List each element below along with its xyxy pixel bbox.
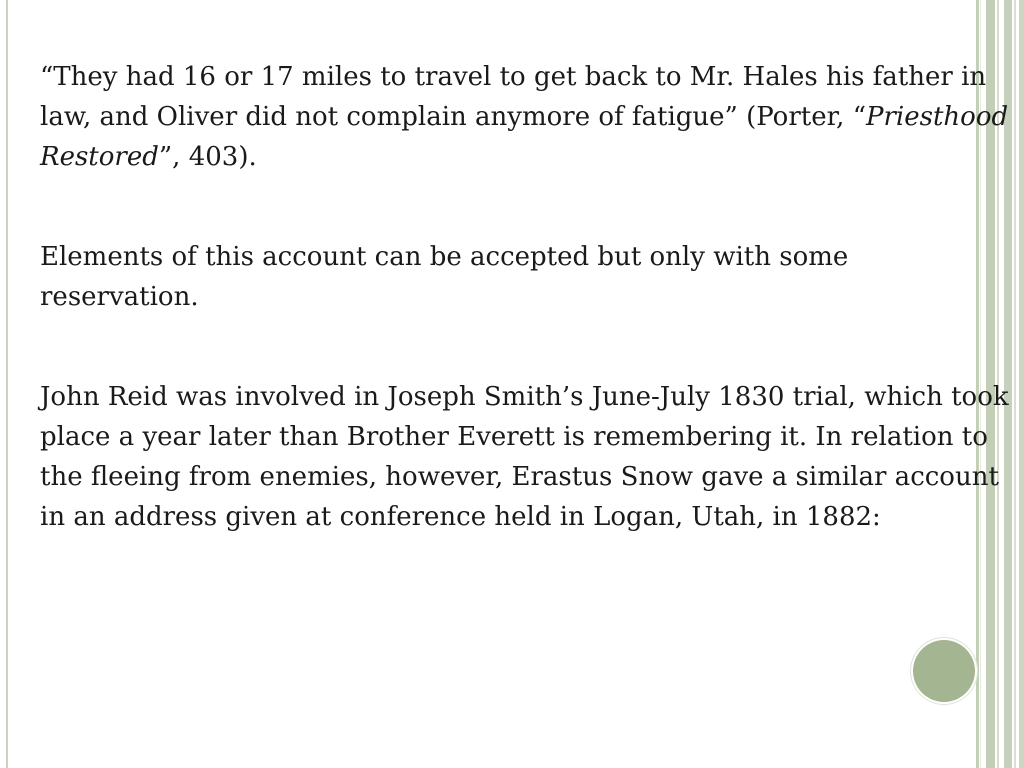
left-border-line [6, 0, 8, 768]
quote-text: “They had 16 or 17 miles to travel to get back to Mr. Hales his father in law, and Oliver did not complain anymore of fatigue” (Porter, “ [40, 62, 987, 132]
stripe [1014, 0, 1016, 768]
decorative-circle [913, 640, 975, 702]
book-title: Priesthood Restored [40, 102, 1009, 172]
quote-paragraph [40, 57, 1010, 177]
slide-body [40, 57, 1010, 537]
citation-text: ”, 403). [158, 142, 257, 172]
stripe [1019, 0, 1024, 768]
reid-paragraph: John Reid was involved in Joseph Smith’s June-July 1830 trial, which took place a year later than Brother Everett is remembering it. In relation to the fleeing from enemies, however, Erastus Snow gave a similar account in an address given at conference held in Logan, Utah, in 1882: [40, 382, 1009, 532]
reservation-paragraph: Elements of this account can be accepted but only with some reservation. [40, 242, 849, 312]
